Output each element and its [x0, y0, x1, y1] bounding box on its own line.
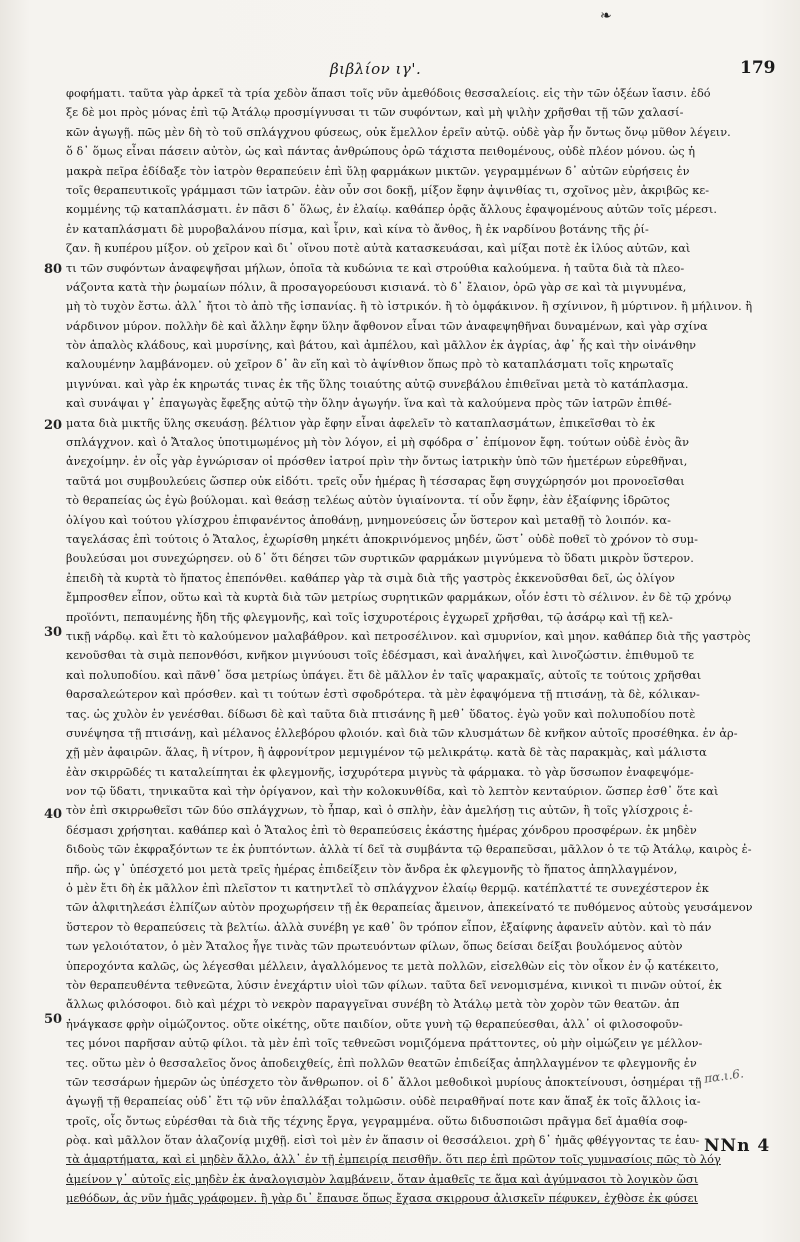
- text-line: καλουμένην λαμβάνομεν. οὐ χεῖρον δ᾽ ἂν εἴη καὶ τὸ ἀψίνθιον ὅπως πρὸ τὸ καταπλάσματι τοῖς κηρωταῖς: [66, 358, 674, 372]
- text-line: τὸ θεραπείας ὡς ἐγὼ βούλομαι. καὶ θεάσῃ τελέως αὐτὸν ὑγιαίνοντα. τί οὖν ἔφην, ἐὰν ἐξαίφνης ἱδρῶτος: [66, 494, 670, 508]
- text-line: ἄλλως φιλόσοφοι. διὸ καὶ μέχρι τὸ νεκρὸν παραγγεῖναι συνέβη τὸ Ἀτάλῳ μετὰ τὸν χορὸν τῶν θεατῶν. ἀπ: [66, 998, 680, 1012]
- text-line: τικῇ νάρδῳ. καὶ ἔτι τὸ καλούμενον μαλαβάθρον. καὶ πετροσέλινον. καὶ σμυρνίον, καὶ μηον. καθάπερ διὰ τῆς γαστρὸς: [66, 629, 751, 643]
- text-line: τὸν ἐπὶ σκιρρωθεῖσι τῶν δύο σπλάγχνων, τὸ ἧπαρ, καὶ ὁ σπλὴν, ἐὰν ἀμελήσῃ τις αὐτῶν, ἢ τοῖς γλίσχροις ἐ-: [66, 804, 693, 818]
- ornament-mark: ❧: [600, 8, 612, 24]
- text-line: ἠνάγκασε φρὴν οἰμώζοντος. οὔτε οἰκέτης, οὔτε παιδίον, οὔτε γυνὴ τῷ θεραπεύεσθαι, ἀλλ᾽ οἱ φιλοσοφοῦν-: [66, 1017, 683, 1031]
- text-line: ξε δὲ μοι πρὸς μόνας ἐπὶ τῷ Ἀτάλῳ προσμίγνυσαι τι τῶν συφόντων, καὶ μὴ ψιλὴν χρῆσθαι τῇ τῶν χαλασί-: [66, 106, 684, 120]
- text-line: μεθόδων, ἀς νῦν ἡμᾶς γράφομεν. ἢ γὰρ δι᾽ ἔπαυσε ὅπως ἔχασα σκιρρουσ ἀλισκεῖν πέφυκεν, ἐχθὸσε ἐκ φύσει: [66, 1192, 699, 1206]
- text-line: χῇ μὲν ἀφαιρῶν. ἅλας, ἢ νίτρον, ἢ ἀφρονίτρον μεμιγμένον τῷ μελικράτῳ. κατὰ δὲ τὰς παρακμὰς, καὶ μάλιστα: [66, 746, 707, 760]
- text-line: θαρσαλεώτερον καὶ πρόσθεν. καὶ τι τούτων ἐστὶ σφοδρότερα. τὰ μὲν ἐφαψόμενα τῇ πτισάνῃ, τὰ δὲ, κόλικαν-: [66, 688, 700, 702]
- text-line: διδοὺς τῶν ἐκφραξόντων τε ἐκ ῥυπτόντων. ἀλλὰ τί δεῖ τὰ συμβάντα τῷ θεραπεῦσαι, μᾶλλον ὁ τε τῷ Ἀτάλῳ, καιρὸς ἐ-: [66, 843, 752, 857]
- text-line: ταγελάσας ἐπὶ τούτοις ὁ Ἄταλος, ἐχωρίσθη μηκέτι ἀποκρινόμενος μηδέν, ὥστ᾽ οὐδὲ ποθεῖ τὸ χρόνον τὸ συμ-: [66, 532, 698, 546]
- text-line: τας. ὡς χυλὸν ἐν γενέσθαι. δίδωσι δὲ καὶ ταῦτα διὰ πτισάνης ἢ μεθ᾽ ὕδατος. ἐγὼ γοῦν καὶ πολυποδίου ποτὲ: [66, 707, 696, 721]
- text-line: νάζοντα κατὰ τὴν ῥωμαίων πόλιν, ἃ προσαγορεύουσι κισιανά. τὸ δ᾽ ἔλαιον, ὀρῶ γὰρ σε καὶ τὰ μιγνυμένα,: [66, 280, 687, 294]
- text-line: ὁ μὲν ἔτι δὴ ἐκ μᾶλλον ἐπὶ πλεῖστον τι κατηντλεῖ τὸ σπλάγχνον ἐλαίῳ θερμῷ. κατέπλαττέ τε συνεχέστερον ἐκ: [66, 882, 709, 896]
- text-line: ἀμείνον γ᾽ αὐτοῖς εἰς μηδὲν ἐκ ἀναλογισμὸν λαμβάνειν, ὅταν ἀμαθεῖς τε ἅμα καὶ ἀγύμνασοι τὸ λογικὸν ὥσι: [66, 1172, 699, 1186]
- text-line: τὰ ἁμαρτήματα, καὶ εἰ μηδὲν ἄλλο, ἀλλ᾽ ἐν τῇ ἐμπειρίᾳ πεισθῆν. ὅτι περ ἐπὶ πρῶτον τοῖς γυμνασίοις πῶς τὸ λόγ: [66, 1153, 721, 1167]
- text-line: ἔμπροσθεν εἶπον, οὕτω καὶ τὰ κυρτὰ διὰ τῶν μετρίως συρητικῶν φαρμάκων, οἷόν ἐστι τὸ σέλινον. ἐν δὲ τῷ χρόνῳ: [66, 591, 732, 605]
- text-line: των γελοιότατον, ὁ μὲν Ἄταλος ἦγε τινὰς τῶν πρωτευόντων φίλων, ὅπως δείσαι δείξαι βουλόμενος αὐτὸν: [66, 940, 683, 954]
- text-line: νον τῷ ὕδατι, τηνικαῦτα καὶ τὴν ὀρίγανον, καὶ τὴν κολοκυνθίδα, καὶ τὸ λεπτὸν κενταύριον. ὥσπερ ἐσθ᾽ ὅτε καὶ: [66, 785, 719, 799]
- margin-line-number: 80: [44, 262, 63, 277]
- text-line: ὅ δ᾽ ὅμως εἶναι πάσειν αὐτὸν, ὡς καὶ πάντας ἀνθρώπους ὀρῶ τάχιστα πειθομένους, οὐδὲ πλέον μόνου. ὡς ἡ: [66, 145, 696, 159]
- text-line: ὑπεροχόντα καλῶς, ὡς λέγεσθαι μέλλειν, ἀγαλλόμενος τε μετὰ πολλῶν, εἰσελθὼν εἰς τὸν οἶκον ἐν ᾧ κατέκειτο,: [66, 959, 720, 973]
- text-line: προϊόντι, πεπαυμένης ἤδη τῆς φλεγμονῆς, καὶ τοῖς ἰσχυροτέροις ἐγχωρεῖ χρῆσθαι, τῷ ἀσάρῳ καὶ τῇ κελ-: [66, 610, 673, 624]
- text-line: τῶν τεσσάρων ἡμερῶν ὡς ὑπέσχετο τὸν ἄνθρωπον. οἱ δ᾽ ἄλλοι μεθοδικοὶ μυρίους ἀποκτείνουσι, ὁσημέραι τῇ: [66, 1075, 702, 1089]
- text-line: ταῦτά μοι συμβουλεύεις ὥσπερ οὐκ εἰδότι. τρεῖς οὖν ἡμέρας ἢ τέσσαρας ἔφη συγχώρησόν μοι προνοεῖσθαι: [66, 474, 685, 488]
- margin-line-number: 40: [44, 807, 63, 822]
- text-line: ὕστερον τὸ θεραπεύσεις τὰ βελτίω. ἀλλὰ συνέβη γε καθ᾽ ὃν τρόπον εἶπον, ἐξαίφνης ἀφανεῖν αὐτὸν. καὶ τὸ πάν: [66, 920, 712, 934]
- text-line: ζαν. ἢ κυπέρου μίξον. οὐ χεῖρον καὶ δι᾽ οἴνου ποτὲ αὐτὰ κατασκευάσαι, καὶ μίξαι ποτὲ ἐκ ἰλύος αὐτῶν, καὶ: [66, 242, 691, 256]
- text-line: μακρὰ πεῖρα ἐδίδαξε τὸν ἰατρὸν θεραπεύειν ἐπὶ ὕλῃ φαρμάκων μικτῶν. γεγραμμένων δ᾽ αὐτῶν εὑρήσεις ἐν: [66, 164, 690, 178]
- text-line: τῶν ἀλφιτηλεάσι ἐλπίζων αὐτὸν προχωρήσειν τῇ ἐκ θεραπείας ἄμεινον, ἀπεκείνατό τε πυθόμενος αὐτοὺς γευσάμενον: [66, 901, 753, 915]
- text-line: μὴ τὸ τυχὸν ἔστω. ἀλλ᾽ ἤτοι τὸ ἀπὸ τῆς ἰσπανίας. ἢ τὸ ἰστρικόν. ἢ τὸ ὀμφάκινον. ἢ σχίνινον, ἢ μύρτινον. ἢ μήλινον. ἢ: [66, 300, 753, 314]
- text-line: τὸν ἁπαλὸς κλάδους, καὶ μυρσίνης, καὶ βάτου, καὶ ἀμπέλου, καὶ μᾶλλον ἐκ ἀγρίας, ἀφ᾽ ἧς καὶ τὴν οἰνάνθην: [66, 339, 697, 353]
- printer-signature-mark: NNn 4: [704, 1136, 771, 1156]
- text-line: καὶ πολυποδίου. καὶ πᾶνθ᾽ ὅσα μετρίως ὑπάγει. ἔτι δὲ μᾶλλον ἐν ταῖς ψαρακμαῖς, αὐτοῖς τε τούτοις χρῆσθαι: [66, 668, 702, 682]
- text-line: τες. οὕτω μὲν ὁ θεσσαλεῖος ὄνος ἀποδειχθείς, ἐπὶ πολλῶν θεατῶν ἐπιδείξας ἀπηλλαγμένον τε φλεγμονῆς ἐν: [66, 1056, 697, 1070]
- text-line: κενοῦσθαι τὰ σιμὰ πεπονθόσι, κνῆκον μιγνύουσι τοῖς ἐδέσμασι, καὶ ἀναλήψει, καὶ λινοζώστιν. ἐπιθυμοῦ τε: [66, 649, 695, 663]
- text-line: πῆρ. ὡς γ᾽ ὑπέσχετό μοι μετὰ τρεῖς ἡμέρας ἐπιδείξειν τὸν ἄνδρα ἐκ φλεγμονῆς τὸ ἥπατος ἀπηλλαγμένον,: [66, 862, 678, 876]
- text-line: μιγνύναι. καὶ γὰρ ἐκ κηρωτάς τινας ἐκ τῆς ὕλης τοιαύτης αὐτῷ συνεβάλου ἐπιθεῖναι μετὰ τὸ κατάπλασμα.: [66, 377, 689, 391]
- text-line: ἐπειδὴ τὰ κυρτὰ τὸ ἥπατος ἐπεπόνθει. καθάπερ γὰρ τὰ σιμὰ διὰ τῆς γαστρὸς ἐκκενοῦσθαι δεῖ, ὡς ὀλίγον: [66, 571, 675, 585]
- margin-line-number: 30: [44, 625, 63, 640]
- text-line: ἀνεχοίμην. ἐν οἷς γὰρ ἐγνώρισαν οἱ πρόσθεν ἰατροί πρὶν τὴν ὄντως ἰατρικὴν ὑπὸ τῶν ἡμετέρων εὑρεθῆναι,: [66, 455, 688, 469]
- text-line: συνέψησα τῇ πτισάνῃ, καὶ μέλανος ἐλλεβόρου φλοιόν. καὶ διὰ τῶν κλυσμάτων δὲ κνῆκον αὐτοῖς προσέθηκα. ἐν ἀρ-: [66, 726, 738, 740]
- text-line: ματα διὰ μικτῆς ὕλης σκευάσῃ. βέλτιον γὰρ ἔφην εἶναι ἀφελεῖν τὸ καταπλασμάτων, ἐπικεῖσθαι τὸ ἐκ: [66, 416, 656, 430]
- margin-line-number: 50: [44, 1012, 63, 1027]
- text-line: σπλάγχνον. καὶ ὁ Ἄταλος ὑποτιμωμένος μὴ τὸν λόγον, εἰ μὴ σφόδρα σ᾽ ἐπίμονον ἔφη. τούτων οὐδὲ ἐνὸς ἂν: [66, 436, 690, 450]
- text-line: ὀλίγου καὶ τούτου γλίσχρου ἐπιφανέντος ἀποθάνῃ, μνημονεύσεις ὧν ὕστερον καὶ μεταθῇ τὸ λοιπόν. κα-: [66, 513, 671, 527]
- text-line: καὶ συνάψαι γ᾽ ἐπαγωγὰς ἔφεξης αὐτῷ τὴν ὅλην ἀγωγήν. ἵνα καὶ τὰ καλούμενα πρὸς τῶν ἰατρῶν ἐπιθέ-: [66, 397, 672, 411]
- main-text-block: [66, 84, 766, 1209]
- text-line: βουλεύσαι μοι συνεχώρησεν. οὐ δ᾽ ὅτι δέησει τῶν συρτικῶν φαρμάκων μιγνύμενα τὸ ὕδατι μικρὸν ὕστερον.: [66, 552, 694, 566]
- text-line: δέσμασι χρήσηται. καθάπερ καὶ ὁ Ἄταλος ἐπὶ τὸ θεραπεύσεις ἑκάστης ἡμέρας χόνδρου προσφέρων. ἐκ μηδὲν: [66, 823, 697, 837]
- page-number: 179: [740, 58, 776, 78]
- text-line: ἐὰν σκιρρῶδές τι καταλείπηται ἐκ φλεγμονῆς, ἰσχυρότερα μιγνὺς τὰ φάρμακα. τὸ γὰρ ὕσσωπον ἐναφεψόμε-: [66, 765, 694, 779]
- text-line: τοῖς θεραπευτικοῖς γράμμασι τῶν ἰατρῶν. ἐὰν οὖν σοι δοκῇ, μίξον ἔφην ἀψινθίας τι, σχοῖνος μὲν, ἀκριβῶς κε-: [66, 183, 710, 197]
- text-line: ἀγωγῇ τῇ θεραπείας οὐδ᾽ ἔτι τῷ νῦν ἐπαλλάξαι τολμῶσιν. οὐδὲ πειραθῆναί ποτε καν ἅπαξ ἐκ τοῖς ἄλλοις ἰα-: [66, 1095, 701, 1109]
- text-line: τὸν θεραπευθέντα τεθνεῶτα, λύσιν ἐνεχάρτιν υἱοὶ τῶν φίλων. ταῦτα δεῖ νενομισμένα, κινικοὶ τι πινῶν οὐτοί, ἐκ: [66, 978, 722, 992]
- text-line: τροῖς, οἷς ὄντως εὑρέσθαι τὰ διὰ τῆς τέχνης ἔργα, γεγραμμένα. οὕτω διδυσποιῶσι πρᾶγμα δεῖ ἀμαθία σοφ-: [66, 1114, 688, 1128]
- text-line: φοφήματι. ταῦτα γὰρ ἀρκεῖ τὰ τρία χεδὸν ἅπασι τοῖς νῦν ἀμεθόδοις θεσσαλείοις. εἰς τὴν τῶν ὀξέων ἴασιν. ἐδό: [66, 87, 711, 100]
- text-line: ρὸᾳ. καὶ μᾶλλον ὅταν ἀλαζονίᾳ μιχθῇ. εἰσὶ τοὶ μὲν ἐν ἅπασιν οἱ θεσσάλειοι. χρὴ δ᾽ ἡμᾶς φθέγγοντας τε ἑαυ-: [66, 1134, 700, 1148]
- handwritten-margin-note: πα.ι.6.: [703, 1066, 745, 1086]
- text-line: τι τῶν συφόντων ἀναφεψῆσαι μήλων, ὁποῖα τὰ κυδώνια τε καὶ στρούθια καλούμενα. ἡ ταῦτα διὰ τὰ πλεο-: [66, 261, 685, 275]
- text-line: ἐν καταπλάσματι δὲ μυροβαλάνου πίσμα, καὶ ἶριν, καὶ κίνα τὸ ἄνθος, ἢ ἐκ ναρδίνου βοτάνης τῆς ῥί-: [66, 222, 649, 236]
- text-line: κῶν ἀγωγῇ. πῶς μὲν δὴ τὸ τοῦ σπλάγχνου φύσεως, οὐκ ἔμελλον ἐρεῖν αὐτῷ. οὐδὲ γὰρ ἦν ὄντως ὄνῳ μῦθον λέγειν.: [66, 125, 731, 139]
- text-line: τες μόνοι παρῆσαν αὐτῷ φίλοι. τὰ μὲν ἐπὶ τοῖς τεθνεῶσι νομιζόμενα πράττοντες, οὐ μὴν οἰμώζειν γε μέλλον-: [66, 1037, 703, 1051]
- running-head: βιβλίον ιγ'.: [330, 60, 422, 78]
- margin-line-number: 20: [44, 418, 63, 433]
- text-line: νάρδινον μύρον. πολλὴν δὲ καὶ ἄλλην ἔφην ὕλην ἄφθονον εἶναι τῶν ἀναφεψηθῆναι δυναμένων, καὶ γὰρ σχίνα: [66, 319, 708, 333]
- text-line: κομμένης τῷ καταπλάσματι. ἐν πᾶσι δ᾽ ὅλως, ἐν ἐλαίῳ. καθάπερ ὁρᾷς ἄλλους ἐφαψομένους αὐτῶν τοῖς μέρεσι.: [66, 203, 717, 217]
